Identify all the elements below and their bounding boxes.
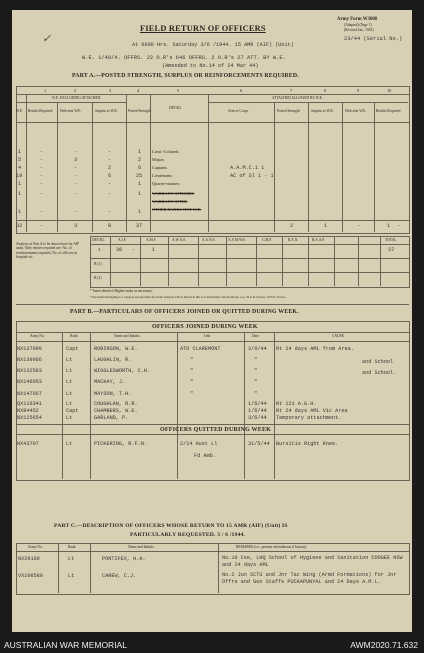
analysis-a-aif: 36 xyxy=(116,247,123,253)
col-num-9: 9 xyxy=(357,88,360,93)
hours-unit-line: At 0600 Hrs. Saturday 3/6 /1944. 15 AMR (AIF) (Unit) xyxy=(132,42,294,48)
form-title: FIELD RETURN OF OFFICERS xyxy=(140,24,266,33)
rank-struck-2: WARRANT OFFRS xyxy=(152,199,188,204)
detail-header: DETAIL xyxy=(169,106,182,110)
footer-accession: AWM2020.71.632 xyxy=(350,640,418,650)
b-col-cause: CAUSE xyxy=(332,334,344,338)
rank-struck-3: OTHER RANKS NOT W.E. xyxy=(152,207,202,212)
analysis-a-amf: - xyxy=(132,247,136,253)
col-num-10: 10 xyxy=(387,88,392,93)
part-c-heading-2: PARTICULARLY REQUESTED. 3 / 6 /1944. xyxy=(130,532,246,538)
analysis-row-b1: B (1) xyxy=(94,262,102,266)
form-adapted: (Adapted) (Page 1) xyxy=(344,23,372,27)
rank-qm: Quarter-masters xyxy=(152,181,180,186)
footer-institution: AUSTRALIAN WAR MEMORIAL xyxy=(4,640,127,650)
hdr-att-posted: Posted Strength xyxy=(277,109,300,113)
we-line: W.E. 1/40/4. OFFRS. 22 O.R's 646 OFFRS. 2 O.R's 27 ATT. BY W.E. xyxy=(82,55,286,61)
c-col-name: Name and Initials. xyxy=(128,545,155,549)
hdr-reinfts: Reinfts Required xyxy=(28,109,53,113)
col-num-4: 4 xyxy=(137,88,140,93)
analysis-row-a: A xyxy=(98,248,101,252)
serial-number: 23/44 (Serial No.) xyxy=(344,36,403,42)
col-num-7: 7 xyxy=(290,88,293,93)
analysis-hdr-aamws: A.A.M.W.S. xyxy=(228,238,246,242)
field-return-form: ✓ Army Form W3008 (Adapted) (Page 1) (Revised Jan., 1943) 23/44 (Serial No.) FIELD RETURN OF OFFICERS At 0600 Hrs. Saturday 3/6 /1944. 15 AMR (AIF) (Unit) W.E. 1/40/4. OFFRS. 22 O.R's 646 OFFRS. 2 O.R's 27 ATT. BY W.E. (Amended to No.14 of 24 Mar 44) PART A.—POSTED STRENGTH, SURPLUS OR REINFORCEMENTS REQUIRED. 1 2 3 4 5 6 7 8 9 10 W.E. EXCLUDING ATTACHED. ATTACHED ALLOWED BY W.E. DETAIL W.E. Reinfts Required Deficient W.E. Surplus to W.E. Posted Strength Arm or Corps. Posted Strength Surplus to W.E. Deficient W.E. Reinfts Required Lieut.-Colonels Majors Captains Lieutenants Quarter-masters WARRANT OFFICERS WARRANT OFFRS OTHER RANKS NOT W.E. 1 - - - 1 5 - 3 - 2 4 - - 2 6 19 - - 6 25 1 - - - 1 1 - - - 1 1 - - - 1 A.A.M.C.1 1 AC of Sl 1 - 1 32 - 3 8 37 2 1 - 1 - Analysis of Part A to be shown here for AIF units. Only entries required are: No. of reinforcements required, No. of officers in hospital etc. DETAIL A.I.F. A.M.F. A.W.A.S. A.A.N.S. A.A.M.W.S. C.M.F. R.A.N. R.A.A.F. TOTAL A 36 - 1 37 B (1) B (2) * Insert detail of Higher ranks as necessary. * Personnel belonging to a category not provided for in the analysis will be shown in this Col. Particulars will be shown, e.g., 56 G.R. Forces; 10 N.Z. Forces. PART B.—PARTICULARS OF OFFICERS JOINED OR QUITTED DURING WEEK. OFFICERS JOINED DURING WEEK Army No. Rank Name and Initials. Unit Date. CAUSE NX137999 Capt ROBINSON, W.E. ATD CLAREMONT 3/6/44 Rt 24 days AML from Area. NX139966 Lt LAUGHLIN, R. " " and School NX132583 Lt WIGGLESWORTH, C.H. " " and School. NX146953 Lt MACKAY, J. " " NX147667 Lt MAYSON, T.H. " " QX116341 Lt COUGHLAN, R.R. 1/6/44 Rt 121 A.G.H. NX84452 Capt CHAMBERS, W.E. 1/6/44 Rt 24 days AML Vic Area NX125654 Lt GARLAND, P. 3/6/44 Temporary attachment. OFFICERS QUITTED DURING WEEK NX43707 Lt PICKERING, R.F.N. 2/14 Aust Ll 31/5/44 Bursitis Right Knee. Fd Amb. PART C.—DESCRIPTION OF OFFICERS WHOSE RETURN TO 15 AMR (AIF) (Unit) IS PARTICULARLY REQUESTED. 3 / 6 /1944. Army No. Rank Name and Initials. REMARKS (i.e., present whereabouts if known). NX29160 Lt PONTIFEX, H.H. No.10 Cse, LHQ School of Hygiene and Sanitation COOGEE NSW and 24 days AML VX108580 Lt CAREW, C.J. No.2 Jun SCTU and Jnr Tac Wing (Armd Formations) for Jnr Offrs and Gen Staffs PUCKAPUNYAL and 24 Days A.M.L. xyxy=(12,10,412,632)
hdr-surplus: Surplus to W.E. xyxy=(95,109,118,113)
hdr-deficient: Deficient W.E. xyxy=(60,109,82,113)
hdr-att-surplus: Surplus to W.E. xyxy=(311,109,334,113)
b-col-army-no: Army No. xyxy=(30,334,45,338)
army-form-number: Army Form W3008 xyxy=(337,17,378,22)
analysis-hdr-detail: DETAIL xyxy=(92,238,105,242)
footnote-2: * Personnel belonging to a category not provided for in the analysis will be shown in this Col. Particulars will be shown, e.g., 56 G.R. Forces; 10 N.Z. Forces. xyxy=(90,295,286,299)
col-num-5: 5 xyxy=(177,88,180,93)
analysis-hdr-total: TOTAL xyxy=(385,238,397,242)
hdr-att-reinfts: Reinfts Required xyxy=(376,109,401,113)
rank-lieutenants: Lieutenants xyxy=(152,173,173,178)
quitted-title: OFFICERS QUITTED DURING WEEK xyxy=(160,427,272,433)
hdr-posted: Posted Strength xyxy=(128,109,151,113)
part-b-heading: PART B.—PARTICULARS OF OFFICERS JOINED OR QUITTED DURING WEEK. xyxy=(70,309,299,315)
hdr-arm-corps: Arm or Corps. xyxy=(228,109,249,113)
rank-struck-1: WARRANT OFFICERS xyxy=(152,191,195,196)
analysis-hdr-ran: R.A.N. xyxy=(288,238,299,242)
c-col-army-no: Army No. xyxy=(28,545,43,549)
handwritten-mark: ✓ xyxy=(42,33,52,45)
analysis-hdr-amf: A.M.F. xyxy=(146,238,157,242)
hdr-att-deficient: Deficient W.E. xyxy=(345,109,367,113)
col-num-3: 3 xyxy=(109,88,112,93)
col-num-1: 1 xyxy=(44,88,47,93)
col-num-8: 8 xyxy=(324,88,327,93)
joined-title: OFFICERS JOINED DURING WEEK xyxy=(152,324,258,330)
c-col-remarks: REMARKS (i.e., present whereabouts if known). xyxy=(236,545,307,549)
rank-lt-col: Lieut.-Colonels xyxy=(152,149,179,154)
analysis-hdr-aif: A.I.F. xyxy=(118,238,127,242)
attached-allowed: ATTACHED ALLOWED BY W.E. xyxy=(272,96,323,100)
hdr-we: W.E. xyxy=(16,109,24,113)
archive-footer xyxy=(0,636,424,653)
b-col-name: Name and Initials. xyxy=(114,334,141,338)
analysis-hdr-raaf: R.A.A.F. xyxy=(312,238,325,242)
rank-captains: Captains xyxy=(152,165,168,170)
b-col-date: Date. xyxy=(252,334,260,338)
c-col-rank: Rank xyxy=(68,545,76,549)
analysis-row-b2: B (2) xyxy=(94,276,102,280)
amended-line: (Amended to No.14 of 24 Mar 44) xyxy=(162,63,259,69)
b-col-unit: Unit xyxy=(204,334,211,338)
footnote-1: * Insert detail of Higher ranks as necessary. xyxy=(90,289,153,293)
col-num-2: 2 xyxy=(74,88,77,93)
analysis-hdr-aans: A.A.N.S. xyxy=(202,238,216,242)
part-a-heading: PART A.—POSTED STRENGTH, SURPLUS OR REINFORCEMENTS REQUIRED. xyxy=(72,73,299,79)
we-excluding-attached: W.E. EXCLUDING ATTACHED. xyxy=(52,96,102,100)
form-revised: (Revised Jan., 1943) xyxy=(344,28,374,32)
rank-majors: Majors xyxy=(152,157,165,162)
part-c-heading-1: PART C.—DESCRIPTION OF OFFICERS WHOSE RETURN TO 15 AMR (AIF) (Unit) IS xyxy=(54,523,288,529)
b-col-rank: Rank xyxy=(70,334,78,338)
attached-entry-1: A.A.M.C.1 1 xyxy=(230,165,265,171)
attached-entry-2: AC of Sl 1 - 1 xyxy=(230,173,274,179)
analysis-note: Analysis of Part A to be shown here for AIF units. Only entries required are: No. of reinforcements required, No. of officers in hospital etc. xyxy=(16,242,80,259)
col-num-6: 6 xyxy=(240,88,243,93)
analysis-hdr-awas: A.W.A.S. xyxy=(172,238,186,242)
analysis-a-total: 37 xyxy=(388,247,395,253)
analysis-a-awas: 1 xyxy=(152,247,156,253)
analysis-hdr-cmf: C.M.F. xyxy=(262,238,272,242)
